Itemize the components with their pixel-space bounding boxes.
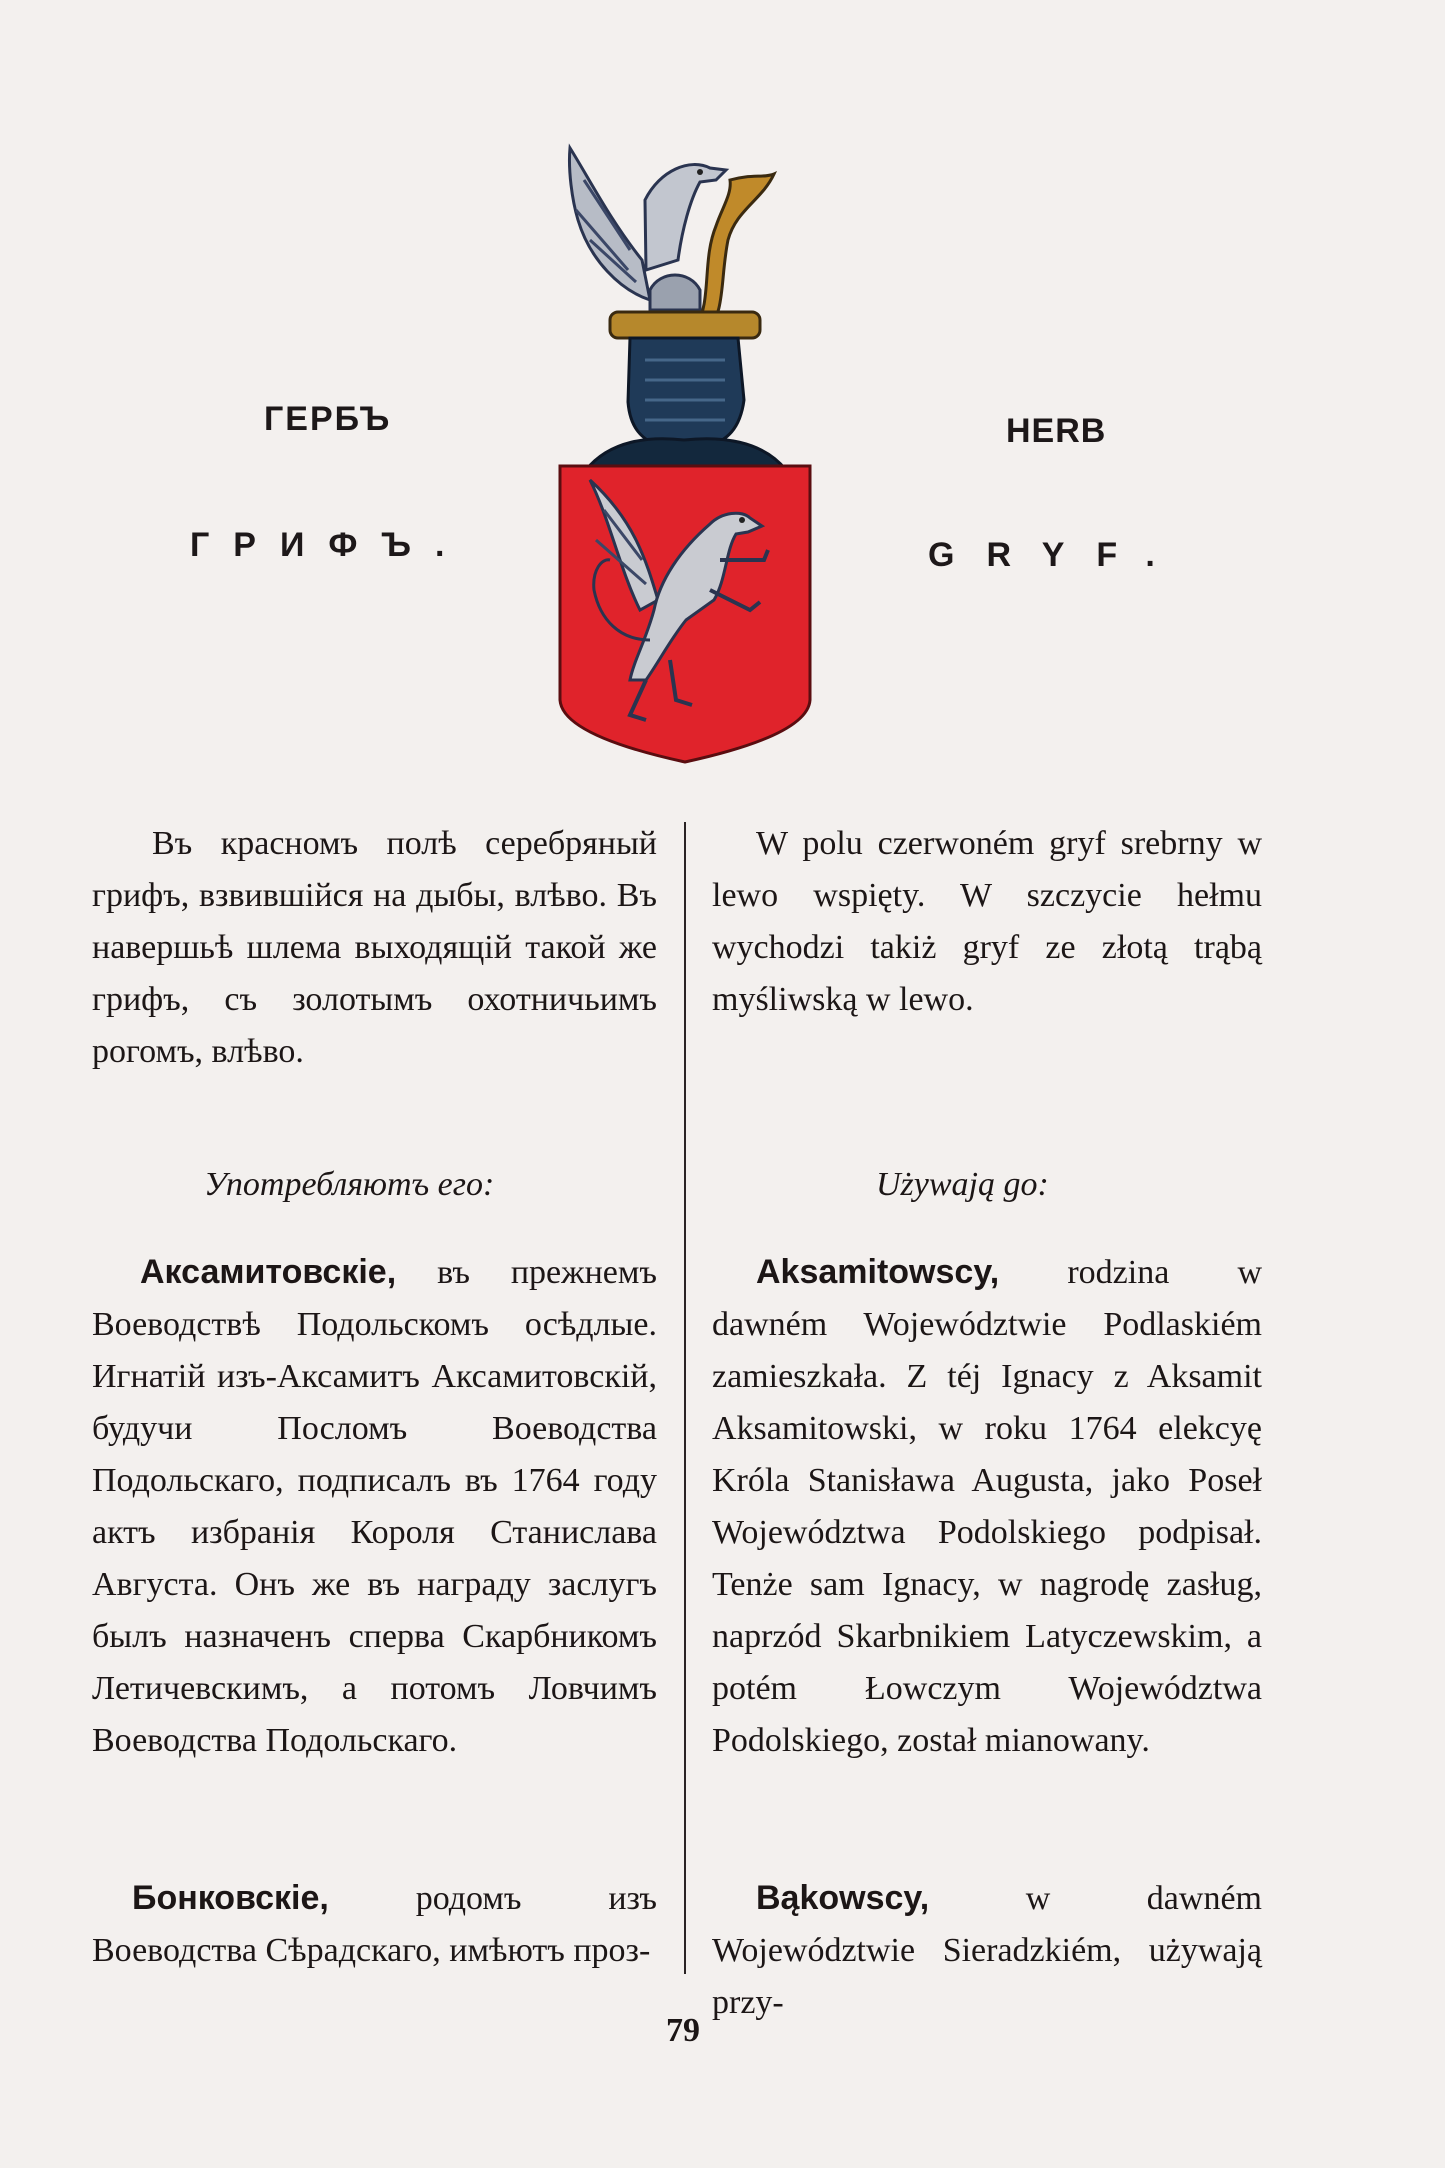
left-header-title: ГЕРБЪ bbox=[264, 400, 392, 438]
helmet-icon bbox=[628, 338, 744, 446]
polish-description: W polu czerwoném gryf srebrny w lewo wspięty. W szczycie hełmu wychodzi takiż gryf ze złotą trąbą myśliwską w lewo. bbox=[712, 825, 1262, 1018]
right-header-title: HERB bbox=[1006, 412, 1107, 450]
crest-griffin-icon bbox=[569, 148, 726, 310]
russian-used-by-heading: Употребляютъ его: bbox=[204, 1166, 495, 1203]
left-header-name: ГРИФЪ. bbox=[190, 526, 469, 564]
russian-family1-name: Аксамитовскіе, bbox=[140, 1253, 397, 1291]
polish-family1-name: Aksamitowscy, bbox=[756, 1253, 1000, 1291]
russian-family2-name: Бонковскіе, bbox=[132, 1879, 329, 1917]
page-number: 79 bbox=[666, 2012, 700, 2049]
column-divider bbox=[684, 822, 686, 1974]
russian-family1-text: въ прежнемъ Воеводствѣ Подольскомъ осѣдлые. Игнатій изъ-Аксамитъ Аксамитовскій, будучи Посломъ Воеводства Подольскаго, подписалъ въ 1764 году актъ избранія Короля Станислава Августа. Онъ же въ награду заслугъ былъ назначенъ сперва Скарбникомъ Летичевскимъ, а потомъ Ловчимъ Воеводства Подольскаго. bbox=[92, 1254, 657, 1759]
polish-family1-text: rodzina w dawném Województwie Podlaskiém zamieszkała. Z téj Ignacy z Aksamit Aksamitowski, w roku 1764 elekcyę Króla Stanisława Augusta, jako Poseł Województwa Podolskiego podpisał. Tenże sam Ignacy, w nagrodę zasług, naprzód Skarbnikiem Latyczewskim, a potém Łowczym Województwa Podolskiego, został mianowany. bbox=[712, 1254, 1262, 1759]
right-header-name: GRYF. bbox=[928, 536, 1187, 574]
polish-used-by-heading: Używają go: bbox=[876, 1166, 1049, 1203]
polish-family2-text: w dawném Województwie Sieradzkiém, używają przy- bbox=[712, 1880, 1262, 2021]
coat-of-arms-image bbox=[550, 140, 820, 770]
polish-family2-name: Bąkowscy, bbox=[756, 1879, 930, 1917]
russian-description: Въ красномъ полѣ серебряный грифъ, взвившійся на дыбы, влѣво. Въ навершьѣ шлема выходящій такой же грифъ, съ золотымъ охотничьимъ рогомъ, влѣво. bbox=[92, 825, 657, 1070]
russian-family2-text: родомъ изъ Воеводства Сѣрадскаго, имѣютъ проз- bbox=[92, 1880, 657, 1969]
